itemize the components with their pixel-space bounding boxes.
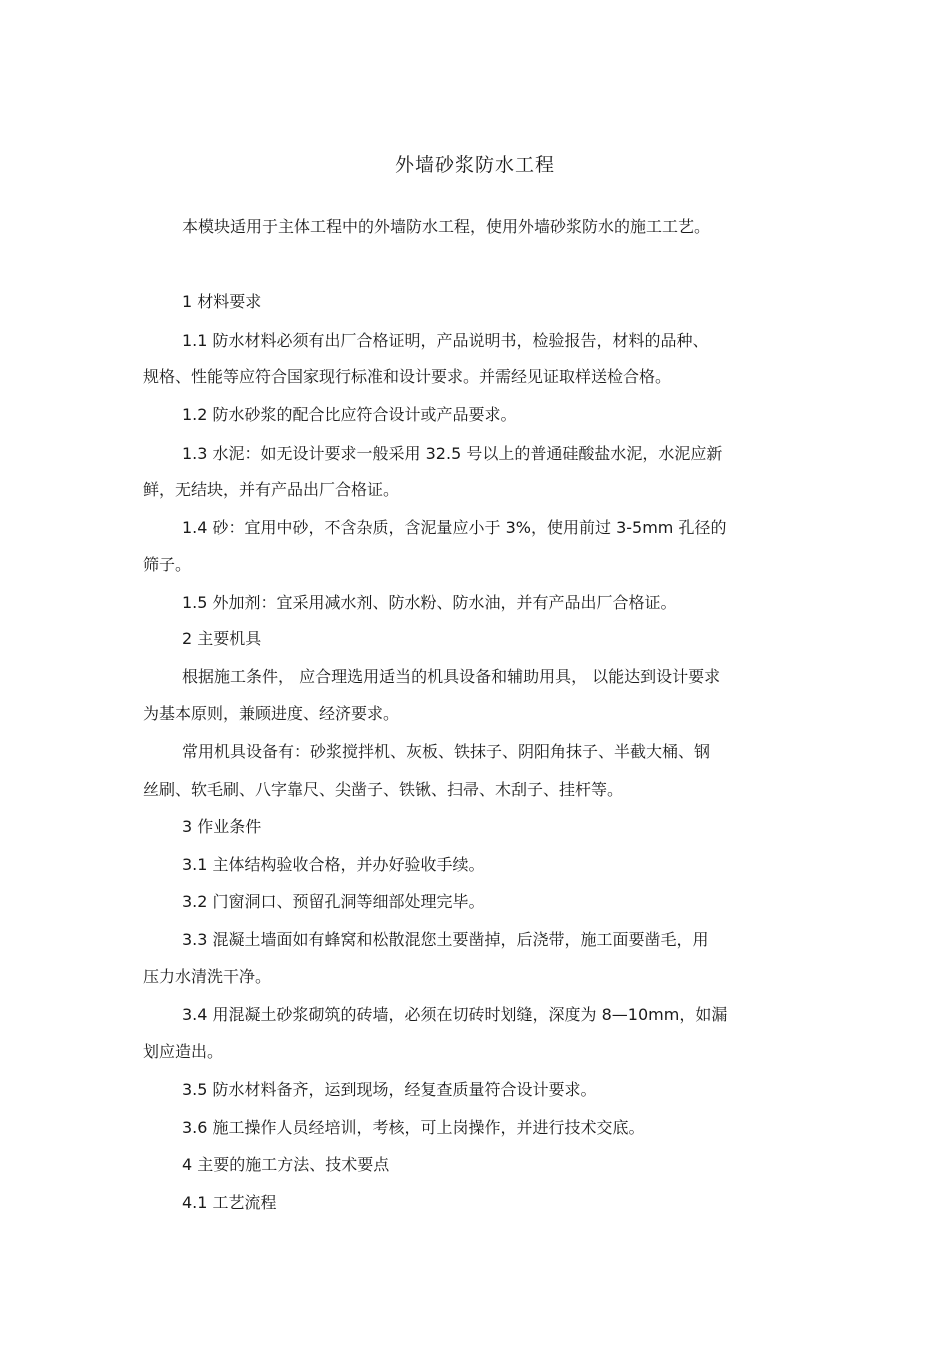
paragraph-line: 1.3 水泥：如无设计要求一般采用 32.5 号以上的普通硅酸盐水泥，水泥应新: [182, 444, 723, 463]
page-title: 外墙砂浆防水工程: [394, 154, 555, 176]
paragraph-line: 划应造出。: [143, 1042, 224, 1061]
subsection-heading-process: 4.1 工艺流程: [182, 1193, 277, 1212]
paragraph-line: 3.4 用混凝土砂浆砌筑的砖墙，必须在切砖时划缝，深度为 8—10mm，如漏: [182, 1005, 728, 1024]
paragraph-line: 3.1 主体结构验收合格，并办好验收手续。: [182, 855, 485, 874]
paragraph-line: 1.2 防水砂浆的配合比应符合设计或产品要求。: [182, 405, 517, 424]
paragraph-line: 1.4 砂：宜用中砂，不含杂质，含泥量应小于 3%，使用前过 3-5mm 孔径的: [182, 518, 727, 537]
section-heading-tools: 2 主要机具: [182, 629, 262, 648]
section-heading-materials: 1 材料要求: [182, 292, 262, 311]
section-heading-methods: 4 主要的施工方法、技术要点: [182, 1155, 390, 1174]
paragraph-line: 为基本原则，兼顾进度、经济要求。: [143, 704, 400, 723]
paragraph-line: 3.5 防水材料备齐，运到现场，经复查质量符合设计要求。: [182, 1080, 597, 1099]
paragraph-line: 1.5 外加剂：宜采用减水剂、防水粉、防水油，并有产品出厂合格证。: [182, 593, 677, 612]
paragraph-line: 压力水清洗干净。: [143, 967, 272, 986]
paragraph-line: 根据施工条件， 应合理选用适当的机具设备和辅助用具， 以能达到设计要求: [182, 667, 721, 686]
paragraph-line: 规格、性能等应符合国家现行标准和设计要求。并需经见证取样送检合格。: [143, 367, 672, 386]
paragraph-line: 常用机具设备有：砂浆搅拌机、灰板、铁抹子、阴阳角抹子、半截大桶、钢: [182, 742, 711, 761]
paragraph-line: 鲜，无结块，并有产品出厂合格证。: [143, 480, 400, 499]
intro-paragraph: 本模块适用于主体工程中的外墙防水工程，使用外墙砂浆防水的施工工艺。: [182, 217, 711, 236]
paragraph-line: 1.1 防水材料必须有出厂合格证明，产品说明书，检验报告，材料的品种、: [182, 331, 709, 350]
paragraph-line: 3.6 施工操作人员经培训，考核，可上岗操作，并进行技术交底。: [182, 1118, 645, 1137]
paragraph-line: 3.2 门窗洞口、预留孔洞等细部处理完毕。: [182, 892, 485, 911]
paragraph-line: 筛子。: [143, 555, 192, 574]
section-heading-conditions: 3 作业条件: [182, 817, 262, 836]
paragraph-line: 丝刷、软毛刷、八字靠尺、尖凿子、铁锹、扫帚、木刮子、挂杆等。: [143, 780, 624, 799]
paragraph-line: 3.3 混凝土墙面如有蜂窝和松散混您土要凿掉，后浇带，施工面要凿毛，用: [182, 930, 709, 949]
